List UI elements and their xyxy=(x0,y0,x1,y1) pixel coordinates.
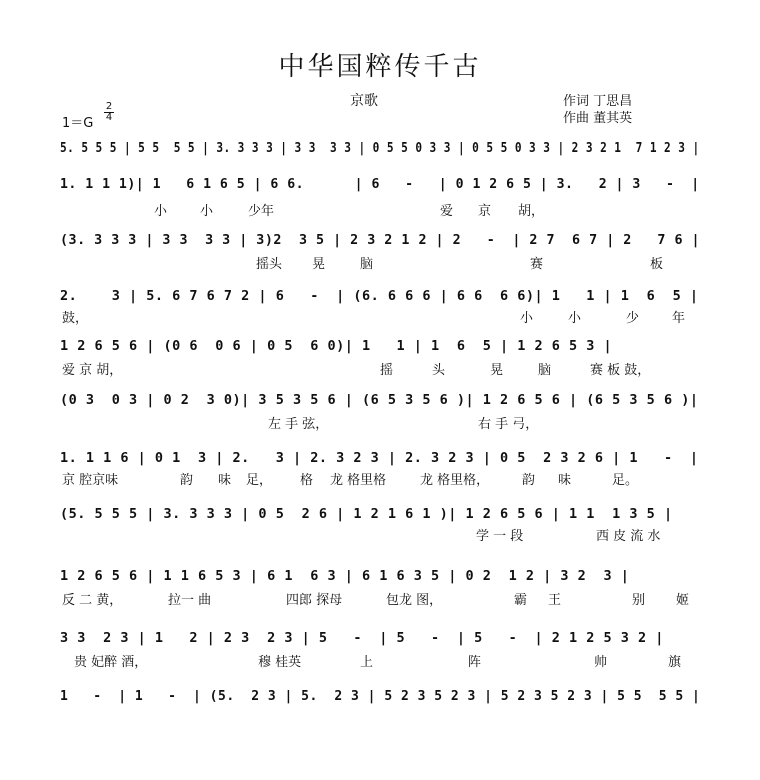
lyric-segment: 反 二 黄， xyxy=(62,593,123,608)
lyric-segment: 贵 妃醉 酒， xyxy=(74,655,148,670)
lyric-segment: 左 手 弦， xyxy=(268,417,329,432)
lyric-segment: 摇 xyxy=(380,363,394,378)
staff-notes: 1. 1 1 6 | 0 1 3 | 2. 3 | 2. 3 2 3 | 2. 3 2 3 | 0 5 2 3 2 6 | 1 - | xyxy=(60,450,699,466)
time-signature-bottom: 4 xyxy=(105,112,113,123)
lyric-segment: 霸 xyxy=(514,593,528,608)
staff-notes: 1 - | 1 - | (5. 2 3 | 5. 2 3 | 5 2 3 5 2 3 | 5 2 3 5 2 3 | 5 5 5 5 | xyxy=(60,688,701,704)
staff-notes: 5. 5 5 5 | 5 5 5 5 | 3. 3 3 3 | 3 3 3 3 | 0 5 5 0 3 3 | 0 5 5 0 3 3 | 2 3 2 1 7 1 2 3 | xyxy=(60,140,700,156)
staff-notes: (5. 5 5 5 | 3. 3 3 3 | 0 5 2 6 | 1 2 1 6 1 )| 1 2 6 5 6 | 1 1 1 3 5 | xyxy=(60,506,673,522)
lyric-segment: 龙 格里格 xyxy=(330,473,387,488)
lyric-segment: 脑 xyxy=(360,257,374,272)
lyric-segment: 小 xyxy=(154,204,168,219)
staff-row xyxy=(60,502,700,526)
staff-notes: (3. 3 3 3 | 3 3 3 3 | 3)2 3 5 | 2 3 2 1 2 | 2 - | 2 7 6 7 | 2 7 6 | xyxy=(60,232,701,248)
time-signature xyxy=(104,102,114,123)
lyric-segment: 味 xyxy=(218,473,232,488)
key-signature: 1＝G xyxy=(62,116,94,131)
lyric-segment: 赛 板 鼓， xyxy=(590,363,651,378)
lyric-segment: 小 xyxy=(520,311,534,326)
lyric-segment: 胡， xyxy=(518,204,545,219)
staff-row xyxy=(60,446,700,470)
lyric-segment: 韵 xyxy=(522,473,536,488)
lyric-segment: 西 皮 流 水 xyxy=(596,529,661,544)
lyric-segment: 上 xyxy=(360,655,374,670)
lyric-segment: 足， xyxy=(246,473,273,488)
lyric-segment: 赛 xyxy=(530,257,544,272)
lyric-segment: 年 xyxy=(672,311,686,326)
staff-notes: 3 3 2 3 | 1 2 | 2 3 2 3 | 5 - | 5 - | 5 - | 2 1 2 5 3 2 | xyxy=(60,630,664,646)
lyric-segment: 京 xyxy=(478,204,492,219)
lyric-segment: 阵 xyxy=(468,655,482,670)
staff-row xyxy=(60,172,700,196)
lyric-segment: 小 xyxy=(200,204,214,219)
lyric-segment: 格 xyxy=(300,473,314,488)
staff-notes: 1 2 6 5 6 | 1 1 6 5 3 | 6 1 6 3 | 6 1 6 3 5 | 0 2 1 2 | 3 2 3 | xyxy=(60,568,630,584)
lyric-row xyxy=(60,472,700,490)
lyric-segment: 右 手 弓， xyxy=(478,417,539,432)
lyric-segment: 爱 京 胡， xyxy=(62,363,123,378)
genre-label: 京歌 xyxy=(350,93,378,109)
lyric-segment: 学 一 段 xyxy=(476,529,524,544)
staff-notes: 1. 1 1 1)| 1 6 1 6 5 | 6 6. | 6 - | 0 1 2 6 5 | 3. 2 | 3 - | xyxy=(60,176,700,192)
lyric-segment: 少年 xyxy=(248,204,275,219)
lyric-segment: 板 xyxy=(650,257,664,272)
lyric-row xyxy=(60,416,700,434)
staff-row xyxy=(60,388,700,412)
staff-notes: 1 2 6 5 6 | (0 6 0 6 | 0 5 6 0)| 1 1 | 1 6 5 | 1 2 6 5 3 | xyxy=(60,338,613,354)
staff-row xyxy=(60,284,700,308)
staff-row xyxy=(60,564,700,588)
lyric-segment: 旗 xyxy=(668,655,682,670)
lyric-segment: 脑 xyxy=(538,363,552,378)
lyric-segment: 摇头 xyxy=(256,257,283,272)
lyric-segment: 姬 xyxy=(676,593,690,608)
lyric-row xyxy=(60,592,700,610)
lyric-segment: 小 xyxy=(568,311,582,326)
staff-notes: 2. 3 | 5. 6 7 6 7 2 | 6 - | (6. 6 6 6 | 6 6 6 6)| 1 1 | 1 6 5 | xyxy=(60,288,699,304)
composer-credit: 作曲 董其英 xyxy=(563,111,633,126)
staff-row xyxy=(60,626,700,650)
lyric-segment: 少 xyxy=(626,311,640,326)
staff-row xyxy=(60,228,700,252)
lyric-segment: 晃 xyxy=(490,363,504,378)
lyric-segment: 味 xyxy=(558,473,572,488)
time-signature-top: 2 xyxy=(105,101,113,112)
lyric-segment: 足。 xyxy=(612,473,639,488)
lyric-row xyxy=(60,256,700,274)
staff-row xyxy=(60,334,700,358)
lyric-row xyxy=(60,654,700,672)
lyric-segment: 四郎 探母 xyxy=(286,593,343,608)
lyric-row xyxy=(60,362,700,380)
lyric-segment: 京 腔京味 xyxy=(62,473,119,488)
lyric-segment: 穆 桂英 xyxy=(258,655,302,670)
staff-row xyxy=(60,136,700,160)
lyric-segment: 王 xyxy=(548,593,562,608)
lyric-segment: 晃 xyxy=(312,257,326,272)
lyric-segment: 爱 xyxy=(440,204,454,219)
staff-notes: (0 3 0 3 | 0 2 3 0)| 3 5 3 5 6 | (6 5 3 5 6 )| 1 2 6 5 6 | (6 5 3 5 6 )| xyxy=(60,392,699,408)
lyric-segment: 龙 格里格， xyxy=(420,473,490,488)
lyric-segment: 头 xyxy=(432,363,446,378)
lyric-row xyxy=(60,310,700,328)
lyric-segment: 帅 xyxy=(594,655,608,670)
lyric-segment: 包龙 图， xyxy=(386,593,443,608)
lyric-row xyxy=(60,528,700,546)
lyric-segment: 鼓， xyxy=(62,311,89,326)
lyric-row xyxy=(60,203,700,221)
song-title: 中华国粹传千古 xyxy=(278,52,482,82)
lyric-segment: 拉一 曲 xyxy=(168,593,212,608)
lyricist-credit: 作词 丁思昌 xyxy=(563,94,633,109)
lyric-segment: 韵 xyxy=(180,473,194,488)
staff-row xyxy=(60,684,700,708)
lyric-segment: 别 xyxy=(632,593,646,608)
